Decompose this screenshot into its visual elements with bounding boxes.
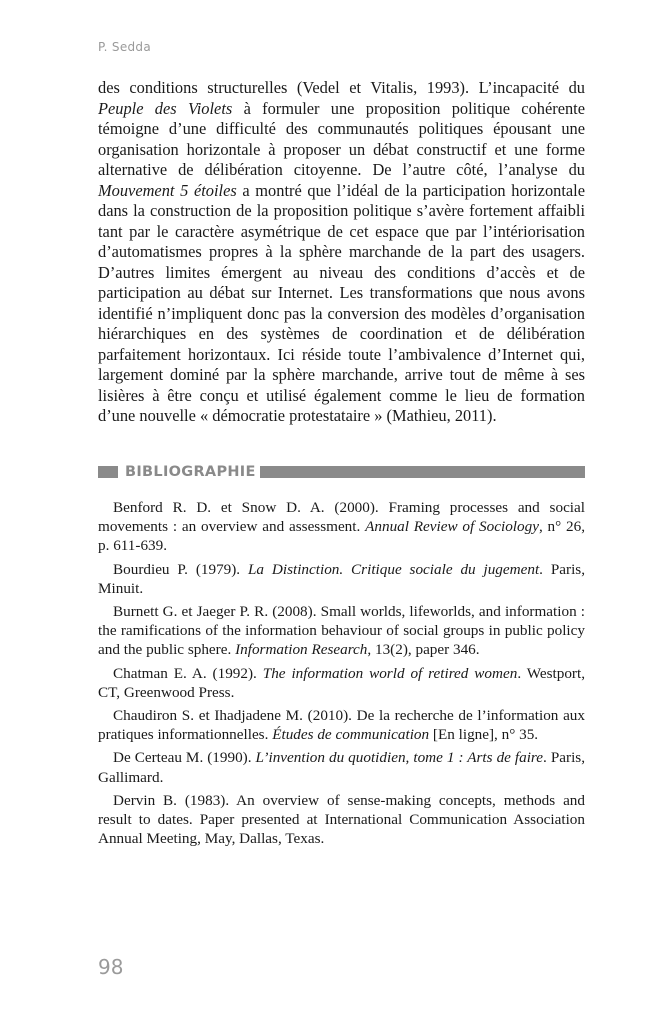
text-run: . Westport, CT, Greenwood Press. <box>98 664 585 701</box>
text-run: . Paris, Gallimard. <box>98 749 586 786</box>
bibliography-entry <box>98 560 585 598</box>
bibliography-heading <box>98 463 585 481</box>
text-run: [En ligne], n° 35. <box>429 726 539 744</box>
bibliography-entry <box>98 602 585 660</box>
body-text <box>98 78 585 427</box>
text-run-italic: Peuple des Violets <box>98 98 233 118</box>
text-run: Chaudiron S. et Ihadjadene M. (2010). De la recherche de l’information aux pratiques informationnelles. <box>98 707 585 744</box>
text-run: Dervin B. (1983). An overview of sense-making concepts, methods and result to dates. Paper presented at International Communication Association Annual Meeting, May, Dallas, Texas. <box>98 791 585 848</box>
body-paragraph <box>98 78 585 427</box>
heading-bar-left <box>98 466 118 478</box>
text-run: des conditions structurelles (Vedel et Vitalis, 1993). L’incapacité du <box>98 78 585 97</box>
page-number: 98 <box>98 955 124 979</box>
bibliography-entry <box>98 791 585 849</box>
text-run: à formuler une proposition politique cohérente témoigne d’une difficulté des communautés politiques épousant une organisation horizontale à proposer un débat constructif et une forme alternative de délibération citoyenne. De l’autre côté, l’analyse du <box>98 98 585 179</box>
text-run: , n° 26, p. 611-639. <box>98 518 585 555</box>
text-run-italic: Annual Review of Sociology <box>365 518 539 536</box>
heading-bar-right <box>260 466 585 478</box>
text-run: Benford R. D. et Snow D. A. (2000). Framing processes and social movements : an overview and assessment. <box>98 499 585 536</box>
text-run: , 13(2), paper 346. <box>367 641 480 659</box>
text-run: a montré que l’idéal de la participation horizontale dans la construction de la proposition politique s’avère fortement affaibli tant par le caractère asymétrique de cet espace que par l’intériorisation d’automatismes propres à la sphère marchande de la part des usagers. D’autres limites émergent au niveau des conditions d’accès et de participation au débat sur Internet. Les transformations que nous avons identifié n’impliquent donc pas la conversion des modèles d’organisation hiérarchiques en des systèmes de coordination et de délibération parfaitement horizontaux. Ici réside toute l’ambivalence d’Internet qui, largement dominé par la sphère marchande, arrive tout de même à ses lisières à être conçu et utilisé également comme le lieu de formation d’une nouvelle « démocratie protestataire » (Mathieu, 2011). <box>98 180 585 425</box>
text-run-italic: Mouvement 5 étoiles <box>98 180 237 200</box>
text-run: De Certeau M. (1990). <box>113 749 256 767</box>
bibliography-list <box>98 498 585 852</box>
text-run-italic: L’invention du quotidien, tome 1 : Arts de faire <box>255 749 544 767</box>
text-run: Chatman E. A. (1992). <box>113 664 263 682</box>
text-run: Burnett G. et Jaeger P. R. (2008). Small worlds, lifeworlds, and information : the ramifications of the information behaviour of social groups in public policy and the public sphere. <box>98 603 585 659</box>
running-head: P. Sedda <box>98 40 151 54</box>
bibliography-entry <box>98 498 585 556</box>
text-run-italic: Études de communication <box>272 726 430 744</box>
text-run-italic: La Distinction. Critique sociale du jugement <box>247 560 540 578</box>
text-run: . Paris, Minuit. <box>98 560 586 597</box>
bibliography-title: BIBLIOGRAPHIE <box>125 464 256 480</box>
bibliography-entry <box>98 706 585 744</box>
text-run: Bourdieu P. (1979). <box>113 560 248 578</box>
bibliography-entry <box>98 748 585 786</box>
text-run-italic: The information world of retired women <box>262 664 518 682</box>
text-run-italic: Information Research <box>235 641 368 659</box>
bibliography-entry <box>98 664 585 702</box>
